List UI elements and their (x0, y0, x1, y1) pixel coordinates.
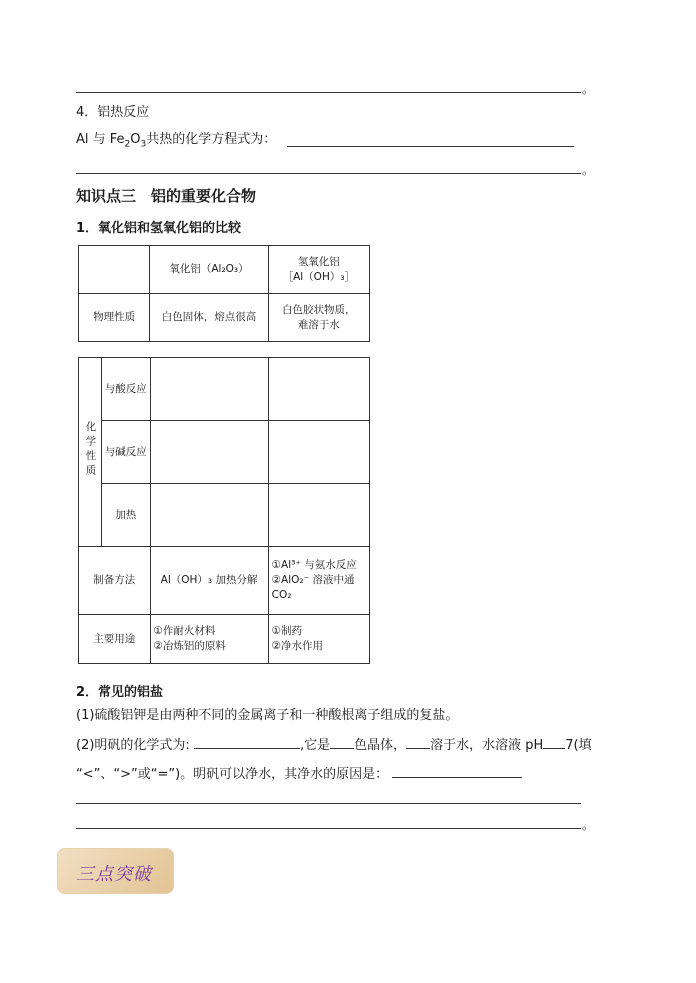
sentence-part: 溶于水，水溶液 pH (430, 738, 544, 753)
table-cell (150, 484, 268, 547)
fill-in-sentence (76, 764, 522, 784)
subscript: 2 (124, 139, 131, 150)
cell-line: ②AlO₂⁻ 溶液中通 (271, 574, 355, 586)
table-cell (268, 615, 369, 664)
table-cell (268, 421, 369, 484)
prompt-suffix: 共热的化学方程式为： (146, 132, 277, 147)
table-cell (268, 484, 369, 547)
table-cell (268, 358, 369, 421)
table-cell (268, 294, 369, 342)
column-header (268, 246, 369, 294)
table-cell (150, 615, 268, 664)
sentence-part: ,它是 (299, 738, 331, 753)
table-corner-cell (79, 246, 150, 294)
answer-blank (194, 735, 300, 749)
answer-blank (406, 735, 430, 749)
answer-blank (392, 764, 522, 778)
prompt-o: O (130, 132, 141, 147)
table-cell (268, 547, 369, 615)
subscript: 3 (140, 139, 147, 150)
answer-blank (330, 735, 354, 749)
period: 。 (582, 818, 595, 832)
comparison-table (78, 245, 370, 342)
section-badge (57, 848, 174, 894)
header-line: 氢氧化铝 (297, 255, 340, 268)
cell-line: ②冶炼铝的原料 (153, 640, 226, 652)
answer-line (76, 173, 581, 174)
subsection-heading: 1．氧化铝和氢氧化铝的比较 (76, 221, 242, 236)
row-label: 与碱反应 (101, 421, 150, 484)
sentence-part: 色晶体， (354, 738, 407, 753)
row-label: 物理性质 (79, 294, 150, 342)
column-header: 氧化铝（Al₂O₃） (150, 246, 268, 294)
prompt-prefix: Al 与 Fe (76, 132, 125, 147)
answer-blank (543, 735, 565, 749)
cell-line: ①制药 (271, 625, 303, 637)
answer-line (76, 803, 581, 804)
fill-in-sentence (76, 735, 592, 755)
sentence-part: “<”、“>”或“=”)。明矾可以净水，其净水的原因是： (76, 767, 389, 782)
sentence-part: 7(填 (565, 738, 592, 753)
table-cell: 白色固体，熔点很高 (150, 294, 268, 342)
header-line: ［Al（OH）₃］ (282, 270, 356, 283)
row-label: 主要用途 (79, 615, 151, 664)
section-heading: 4．铝热反应 (76, 105, 150, 120)
table-cell (150, 358, 268, 421)
subsection-heading: 2．常见的铝盐 (76, 685, 164, 700)
row-label: 制备方法 (79, 547, 151, 615)
cell-line: CO₂ (271, 589, 292, 601)
chem-property-label (79, 358, 102, 547)
cell-line: ②净水作用 (271, 640, 324, 652)
period: 。 (582, 163, 595, 177)
period: 。 (582, 82, 595, 96)
answer-line (76, 828, 581, 829)
table-cell (150, 421, 268, 484)
cell-line: 白色胶状物质， (282, 303, 356, 316)
paragraph: (1)硫酸铝钾是由两种不同的金属离子和一种酸根离子组成的复盐。 (76, 708, 459, 723)
answer-line-top (76, 92, 581, 93)
equation-prompt (76, 131, 276, 154)
table-cell: Al（OH）₃ 加热分解 (150, 547, 268, 615)
row-label: 加热 (101, 484, 150, 547)
answer-line (287, 146, 574, 147)
row-label: 与酸反应 (101, 358, 150, 421)
cell-line: ①Al³⁺ 与氨水反应 (271, 559, 357, 571)
properties-table (78, 357, 370, 664)
cell-line: 难溶于水 (297, 318, 340, 331)
vertical-label: 化学性质 (84, 420, 97, 479)
sentence-part: (2)明矾的化学式为: (76, 738, 190, 753)
badge-label: 三点突破 (76, 864, 152, 885)
cell-line: ①作耐火材料 (153, 625, 216, 637)
knowledge-point-title: 知识点三 铝的重要化合物 (76, 187, 257, 205)
